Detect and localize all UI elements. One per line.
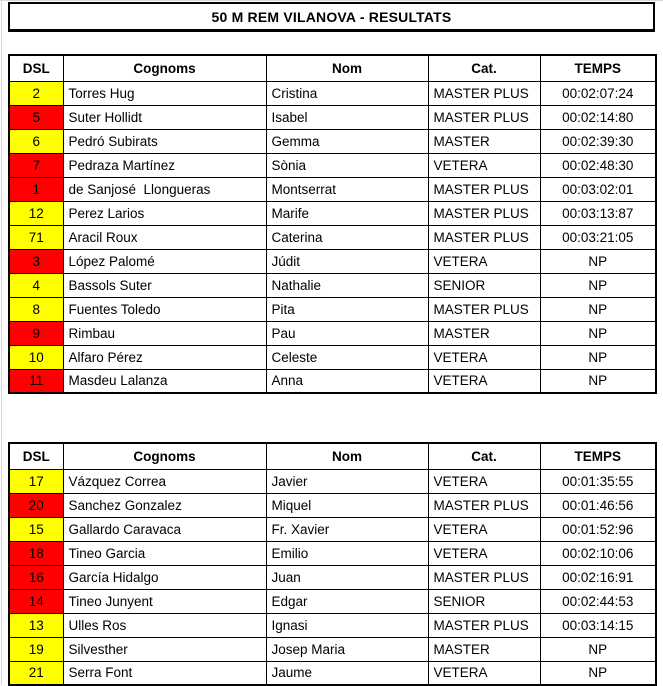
column-header-temps: TEMPS bbox=[540, 443, 656, 469]
cell-cognoms: Aracil Roux bbox=[63, 225, 266, 249]
cell-cat: MASTER PLUS bbox=[428, 565, 540, 589]
cell-cognoms: Suter Hollidt bbox=[63, 105, 266, 129]
table-row bbox=[9, 661, 656, 685]
cell-cat: VETERA bbox=[428, 345, 540, 369]
cell-dsl: 71 bbox=[9, 225, 63, 249]
cell-cat: VETERA bbox=[428, 517, 540, 541]
table-row bbox=[9, 345, 656, 369]
cell-nom: Ignasi bbox=[266, 613, 428, 637]
cell-nom: Fr. Xavier bbox=[266, 517, 428, 541]
cell-dsl: 12 bbox=[9, 201, 63, 225]
table-row bbox=[9, 273, 656, 297]
cell-temps: NP bbox=[540, 249, 656, 273]
cell-cat: MASTER PLUS bbox=[428, 613, 540, 637]
cell-dsl: 14 bbox=[9, 589, 63, 613]
cell-cognoms: Tineo Junyent bbox=[63, 589, 266, 613]
header-row bbox=[9, 55, 656, 81]
cell-cat: SENIOR bbox=[428, 589, 540, 613]
results-table-1 bbox=[8, 54, 657, 394]
cell-cat: MASTER bbox=[428, 129, 540, 153]
cell-nom: Emilio bbox=[266, 541, 428, 565]
cell-dsl: 2 bbox=[9, 81, 63, 105]
cell-dsl: 17 bbox=[9, 469, 63, 493]
page-title: 50 M REM VILANOVA - RESULTATS bbox=[8, 2, 655, 32]
cell-dsl: 4 bbox=[9, 273, 63, 297]
cell-temps: 00:02:44:53 bbox=[540, 589, 656, 613]
cell-cat: VETERA bbox=[428, 249, 540, 273]
cell-nom: Pita bbox=[266, 297, 428, 321]
cell-cognoms: Silvesther bbox=[63, 637, 266, 661]
cell-nom: Pau bbox=[266, 321, 428, 345]
cell-dsl: 8 bbox=[9, 297, 63, 321]
table-header bbox=[9, 443, 656, 469]
cell-cat: MASTER bbox=[428, 321, 540, 345]
cell-cognoms: Gallardo Caravaca bbox=[63, 517, 266, 541]
cell-cognoms: Masdeu Lalanza bbox=[63, 369, 266, 393]
cell-cat: VETERA bbox=[428, 541, 540, 565]
cell-nom: Marife bbox=[266, 201, 428, 225]
cell-temps: 00:02:48:30 bbox=[540, 153, 656, 177]
cell-cognoms: Sanchez Gonzalez bbox=[63, 493, 266, 517]
cell-cognoms: Tineo Garcia bbox=[63, 541, 266, 565]
cell-cognoms: Fuentes Toledo bbox=[63, 297, 266, 321]
table-row bbox=[9, 177, 656, 201]
cell-nom: Caterina bbox=[266, 225, 428, 249]
cell-nom: Júdit bbox=[266, 249, 428, 273]
cell-temps: 00:02:39:30 bbox=[540, 129, 656, 153]
cell-dsl: 16 bbox=[9, 565, 63, 589]
cell-temps: NP bbox=[540, 661, 656, 685]
cell-temps: 00:03:14:15 bbox=[540, 613, 656, 637]
cell-cat: MASTER PLUS bbox=[428, 493, 540, 517]
cell-temps: 00:02:10:06 bbox=[540, 541, 656, 565]
cell-cat: VETERA bbox=[428, 153, 540, 177]
cell-cat: MASTER bbox=[428, 637, 540, 661]
cell-nom: Edgar bbox=[266, 589, 428, 613]
cell-cognoms: Serra Font bbox=[63, 661, 266, 685]
cell-temps: NP bbox=[540, 345, 656, 369]
cell-nom: Celeste bbox=[266, 345, 428, 369]
cell-nom: Nathalie bbox=[266, 273, 428, 297]
cell-cognoms: Torres Hug bbox=[63, 81, 266, 105]
sheet-gridline-horizontal bbox=[0, 0, 663, 1]
table-row bbox=[9, 565, 656, 589]
cell-cognoms: Perez Larios bbox=[63, 201, 266, 225]
cell-dsl: 13 bbox=[9, 613, 63, 637]
column-header-dsl: DSL bbox=[9, 55, 63, 81]
cell-cognoms: López Palomé bbox=[63, 249, 266, 273]
cell-cognoms: Bassols Suter bbox=[63, 273, 266, 297]
cell-nom: Javier bbox=[266, 469, 428, 493]
table-row bbox=[9, 225, 656, 249]
cell-cat: MASTER PLUS bbox=[428, 297, 540, 321]
cell-dsl: 3 bbox=[9, 249, 63, 273]
cell-cognoms: de Sanjosé Llongueras bbox=[63, 177, 266, 201]
column-header-nom: Nom bbox=[266, 443, 428, 469]
cell-cognoms: Vázquez Correa bbox=[63, 469, 266, 493]
cell-cat: VETERA bbox=[428, 469, 540, 493]
column-header-cognoms: Cognoms bbox=[63, 55, 266, 81]
column-header-temps: TEMPS bbox=[540, 55, 656, 81]
cell-temps: 00:03:21:05 bbox=[540, 225, 656, 249]
cell-cat: MASTER PLUS bbox=[428, 225, 540, 249]
cell-temps: NP bbox=[540, 637, 656, 661]
column-header-dsl: DSL bbox=[9, 443, 63, 469]
table-row bbox=[9, 613, 656, 637]
cell-nom: Miquel bbox=[266, 493, 428, 517]
cell-dsl: 21 bbox=[9, 661, 63, 685]
cell-nom: Juan bbox=[266, 565, 428, 589]
cell-dsl: 18 bbox=[9, 541, 63, 565]
cell-cat: MASTER PLUS bbox=[428, 81, 540, 105]
cell-cognoms: Pedraza Martínez bbox=[63, 153, 266, 177]
table-header bbox=[9, 55, 656, 81]
table-row bbox=[9, 153, 656, 177]
cell-dsl: 20 bbox=[9, 493, 63, 517]
cell-cognoms: Alfaro Pérez bbox=[63, 345, 266, 369]
cell-dsl: 6 bbox=[9, 129, 63, 153]
cell-dsl: 7 bbox=[9, 153, 63, 177]
cell-temps: 00:01:46:56 bbox=[540, 493, 656, 517]
cell-temps: NP bbox=[540, 369, 656, 393]
results-table-2 bbox=[8, 442, 657, 686]
cell-dsl: 15 bbox=[9, 517, 63, 541]
column-header-nom: Nom bbox=[266, 55, 428, 81]
cell-cognoms: Ulles Ros bbox=[63, 613, 266, 637]
header-row bbox=[9, 443, 656, 469]
table-row bbox=[9, 297, 656, 321]
table-row bbox=[9, 541, 656, 565]
cell-cognoms: Pedró Subirats bbox=[63, 129, 266, 153]
table-row bbox=[9, 81, 656, 105]
table-row bbox=[9, 589, 656, 613]
cell-cognoms: Rimbau bbox=[63, 321, 266, 345]
cell-cat: MASTER PLUS bbox=[428, 177, 540, 201]
cell-temps: NP bbox=[540, 321, 656, 345]
cell-cat: VETERA bbox=[428, 369, 540, 393]
cell-temps: 00:03:02:01 bbox=[540, 177, 656, 201]
cell-temps: 00:01:35:55 bbox=[540, 469, 656, 493]
table-row bbox=[9, 129, 656, 153]
cell-cat: VETERA bbox=[428, 661, 540, 685]
cell-temps: NP bbox=[540, 297, 656, 321]
cell-dsl: 10 bbox=[9, 345, 63, 369]
cell-nom: Josep Maria bbox=[266, 637, 428, 661]
cell-cat: MASTER PLUS bbox=[428, 105, 540, 129]
cell-nom: Jaume bbox=[266, 661, 428, 685]
table-row bbox=[9, 249, 656, 273]
cell-cat: SENIOR bbox=[428, 273, 540, 297]
cell-nom: Gemma bbox=[266, 129, 428, 153]
table-row bbox=[9, 637, 656, 661]
cell-temps: NP bbox=[540, 273, 656, 297]
table-row bbox=[9, 201, 656, 225]
table-row bbox=[9, 517, 656, 541]
table-row bbox=[9, 369, 656, 393]
table-row bbox=[9, 321, 656, 345]
cell-nom: Sònia bbox=[266, 153, 428, 177]
cell-dsl: 11 bbox=[9, 369, 63, 393]
sheet-gridline-vertical bbox=[1, 0, 2, 685]
cell-temps: 00:01:52:96 bbox=[540, 517, 656, 541]
column-header-cat: Cat. bbox=[428, 443, 540, 469]
cell-nom: Montserrat bbox=[266, 177, 428, 201]
table-row bbox=[9, 469, 656, 493]
cell-temps: 00:02:14:80 bbox=[540, 105, 656, 129]
column-header-cognoms: Cognoms bbox=[63, 443, 266, 469]
table-row bbox=[9, 105, 656, 129]
cell-dsl: 9 bbox=[9, 321, 63, 345]
cell-nom: Isabel bbox=[266, 105, 428, 129]
cell-cat: MASTER PLUS bbox=[428, 201, 540, 225]
cell-temps: 00:03:13:87 bbox=[540, 201, 656, 225]
cell-nom: Anna bbox=[266, 369, 428, 393]
cell-nom: Cristina bbox=[266, 81, 428, 105]
column-header-cat: Cat. bbox=[428, 55, 540, 81]
cell-dsl: 5 bbox=[9, 105, 63, 129]
cell-dsl: 19 bbox=[9, 637, 63, 661]
cell-dsl: 1 bbox=[9, 177, 63, 201]
table-row bbox=[9, 493, 656, 517]
cell-temps: 00:02:16:91 bbox=[540, 565, 656, 589]
cell-cognoms: García Hidalgo bbox=[63, 565, 266, 589]
cell-temps: 00:02:07:24 bbox=[540, 81, 656, 105]
